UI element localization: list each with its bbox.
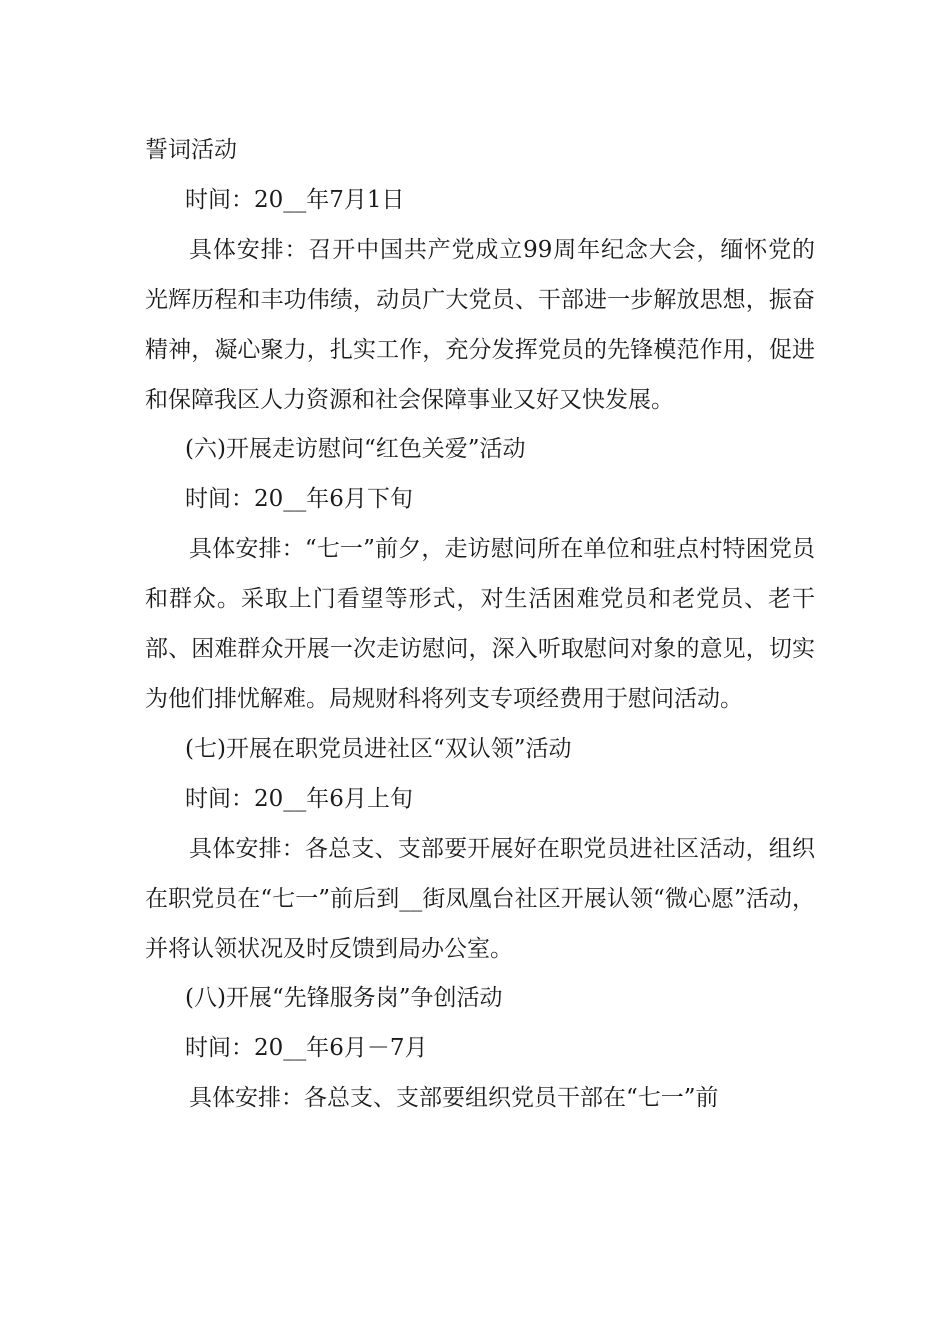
paragraph-arrangement-community: 具体安排：各总支、支部要开展好在职党员进社区活动，组织在职党员在“七一”前后到__街凤凰台社区开展认领“微心愿”活动，并将认领状况及时反馈到局办公室。 [145,835,815,962]
paragraph-arrangement-service-post: 具体安排：各总支、支部要组织党员干部在“七一”前 [189,1085,719,1112]
heading-section-7: (七)开展在职党员进社区“双认领”活动 [185,735,572,762]
heading-section-8: (八)开展“先锋服务岗”争创活动 [185,985,503,1012]
document-body [145,126,815,1124]
paragraph-oath-activity-tail: 誓词活动 [145,137,237,163]
paragraph-time-july-1: 时间：20__年7月1日 [185,186,405,213]
heading-section-6: (六)开展走访慰问“红色关爱”活动 [185,436,526,463]
paragraph-arrangement-visits: 具体安排：“七一”前夕，走访慰问所在单位和驻点村特困党员和群众。采取上门看望等形式，对生活困难党员和老党员、老干部、困难群众开展一次走访慰问，深入听取慰问对象的意见，切实为他们排忧解难。局规财科将列支专项经费用于慰问活动。 [145,536,815,712]
paragraph-time-june-july: 时间：20__年6月－7月 [185,1035,428,1062]
paragraph-time-june-early: 时间：20__年6月上旬 [185,785,413,812]
paragraph-time-june-late: 时间：20__年6月下旬 [185,486,413,513]
paragraph-arrangement-anniversary: 具体安排：召开中国共产党成立99周年纪念大会，缅怀党的光辉历程和丰功伟绩，动员广大党员、干部进一步解放思想，振奋精神，凝心聚力，扎实工作，充分发挥党员的先锋模范作用，促进和保障我区人力资源和社会保障事业又好又快发展。 [145,236,815,413]
